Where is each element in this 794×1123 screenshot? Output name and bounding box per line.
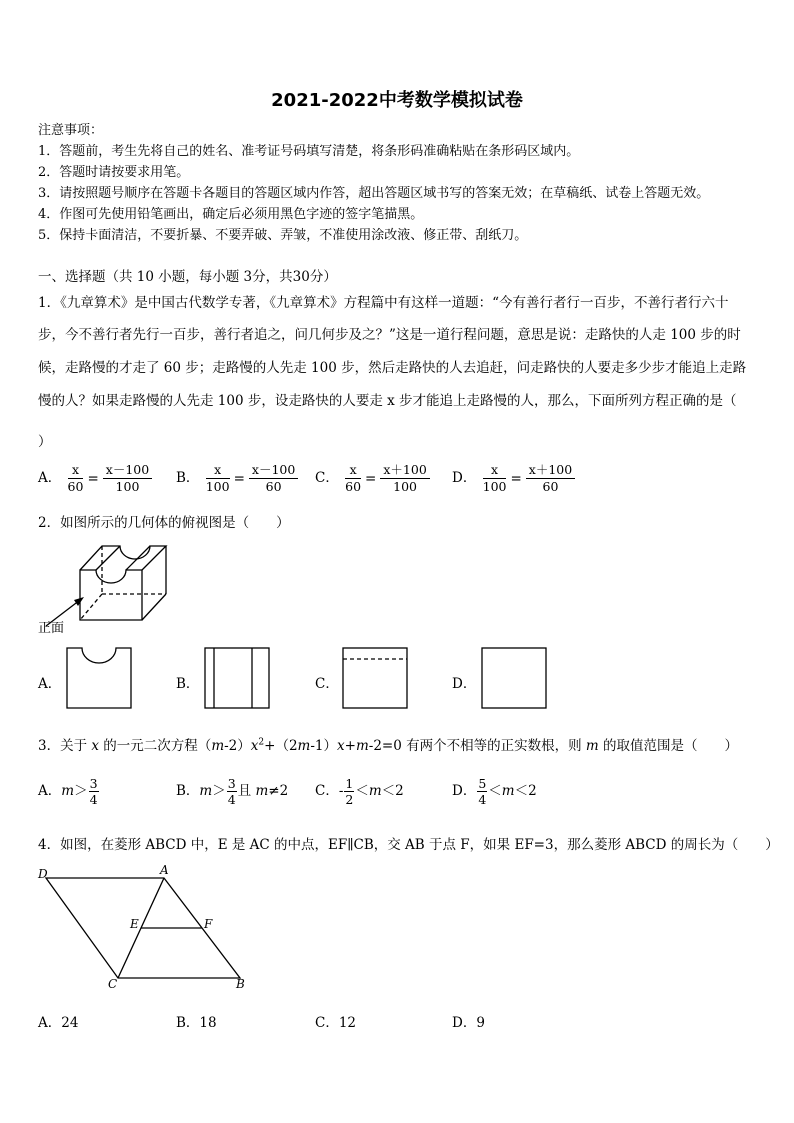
q2-option-d-figure bbox=[481, 647, 547, 709]
q1-line-1: 1．《九章算术》是中国古代数学专著，《九章算术》方程篇中有这样一道题：“今有善行者行一百步，不善行者行六十 bbox=[38, 295, 729, 311]
q1-option-c[interactable] bbox=[315, 462, 432, 495]
fraction: $\frac{1}{2}$ bbox=[345, 776, 354, 807]
point-A: A bbox=[160, 863, 169, 877]
q1-option-a[interactable] bbox=[38, 462, 154, 495]
equals-sign: = bbox=[365, 470, 377, 487]
fraction: $\frac{x}{100}$ bbox=[205, 462, 230, 494]
front-label: 正面 bbox=[38, 621, 65, 636]
q4-option-b[interactable]: B．18 bbox=[176, 1015, 217, 1031]
equals-sign: = bbox=[510, 470, 522, 487]
option-label: D． bbox=[452, 470, 477, 486]
fraction: $\frac{x}{100}$ bbox=[482, 462, 507, 494]
q3-option-d[interactable]: D． $\frac{5}{4}$ ＜m＜2 bbox=[452, 776, 537, 807]
equals-sign: = bbox=[87, 470, 99, 487]
q3-option-b[interactable]: B．m＞ $\frac{3}{4}$ 且 m≠2 bbox=[176, 776, 289, 807]
fraction: $\frac{x-100}{100}$ bbox=[103, 462, 152, 495]
q4-text: 4．如图，在菱形 ABCD 中，E 是 AC 的中点，EF∥CB，交 AB 于点 F，如果 EF=3，那么菱形 ABCD 的周长为（ ） bbox=[38, 837, 779, 853]
q1-line-2: 步，今不善行者先行一百步，善行者追之，问几何步及之？”这是一道行程问题，意思是说：走路快的人走 100 步的时 bbox=[38, 327, 741, 343]
q2-option-b-label[interactable]: B． bbox=[176, 676, 200, 692]
q4-option-a[interactable]: A．24 bbox=[38, 1015, 79, 1031]
point-B: B bbox=[236, 977, 245, 991]
q2-option-a-figure bbox=[66, 647, 132, 709]
fraction: $\frac{x-100}{60}$ bbox=[249, 462, 298, 495]
fraction: $\frac{3}{4}$ bbox=[227, 776, 236, 807]
fraction: $\frac{x}{60}$ bbox=[67, 462, 84, 494]
q2-option-b-figure bbox=[204, 647, 270, 709]
section-heading: 一、选择题（共 10 小题，每小题 3分，共30分） bbox=[38, 269, 337, 285]
q2-text: 2．如图所示的几何体的俯视图是（ ） bbox=[38, 515, 290, 531]
fraction: $\frac{3}{4}$ bbox=[89, 776, 98, 807]
fraction: $\frac{5}{4}$ bbox=[478, 776, 487, 807]
q2-option-c-label[interactable]: C． bbox=[315, 676, 339, 692]
rhombus-figure bbox=[36, 862, 256, 992]
fraction: $\frac{x+100}{60}$ bbox=[526, 462, 575, 495]
q1-line-3: 候，走路慢的才走了 60 步；走路慢的人先走 100 步，然后走路快的人去追赶，问走路快的人要走多少步才能追上走路 bbox=[38, 360, 747, 376]
page-title: 2021-2022中考数学模拟试卷 bbox=[271, 90, 523, 111]
q3-option-a[interactable]: A．m＞ $\frac{3}{4}$ bbox=[38, 776, 98, 807]
point-C: C bbox=[108, 977, 118, 991]
point-E: E bbox=[130, 917, 139, 931]
q1-option-d[interactable] bbox=[452, 462, 577, 495]
q1-option-b[interactable] bbox=[176, 462, 300, 495]
fraction: $\frac{x+100}{100}$ bbox=[380, 462, 429, 495]
note-item-1: 1．答题前，考生先将自己的姓名、准考证号码填写清楚，将条形码准确粘贴在条形码区域内。 bbox=[38, 144, 580, 159]
note-item-4: 4．作图可先使用铅笔画出，确定后必须用黑色字迹的签字笔描黑。 bbox=[38, 207, 424, 222]
option-label: A． bbox=[38, 470, 62, 486]
q3-text: 3．关于 x 的一元二次方程$(m-2)x^2+(2m-1)x+m-2=0$ 有两个不相等的正实数根，则 m 的取值范围是（ ） bbox=[38, 737, 739, 754]
q4-option-c[interactable]: C．12 bbox=[315, 1015, 357, 1031]
q3-option-c[interactable]: C．- $\frac{1}{2}$ ＜m＜2 bbox=[315, 776, 404, 807]
note-item-5: 5．保持卡面清洁，不要折暴、不要弄破、弄皱，不准使用涂改液、修正带、刮纸刀。 bbox=[38, 228, 528, 243]
q2-option-a-label[interactable]: A． bbox=[38, 676, 62, 692]
q4-option-d[interactable]: D．9 bbox=[452, 1015, 485, 1031]
note-item-2: 2．答题时请按要求用笔。 bbox=[38, 165, 190, 180]
option-label: B． bbox=[176, 470, 200, 486]
q1-line-5: ） bbox=[38, 434, 52, 450]
q2-option-d-label[interactable]: D． bbox=[452, 676, 477, 692]
equals-sign: = bbox=[233, 470, 245, 487]
note-item-3: 3．请按照题号顺序在答题卡各题目的答题区域内作答，超出答题区域书写的答案无效；在草稿纸、试卷上答题无效。 bbox=[38, 186, 710, 201]
q2-option-c-figure bbox=[342, 647, 408, 709]
q1-line-4: 慢的人？如果走路慢的人先走 100 步，设走路快的人要走 x 步才能追上走路慢的人，那么，下面所列方程正确的是（ bbox=[38, 393, 737, 409]
point-F: F bbox=[204, 917, 213, 931]
option-label: C． bbox=[315, 470, 339, 486]
fraction: $\frac{x}{60}$ bbox=[345, 462, 362, 494]
notes-heading: 注意事项： bbox=[38, 123, 104, 138]
point-D: D bbox=[38, 867, 48, 881]
